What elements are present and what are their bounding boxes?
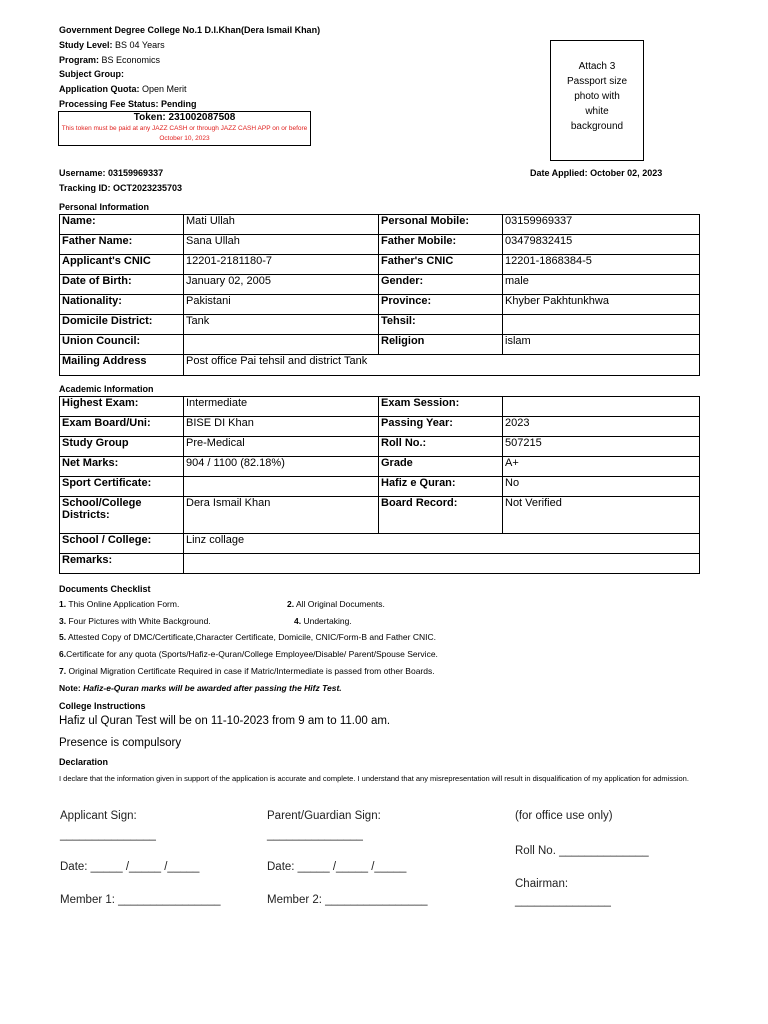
application-quota: Application Quota: Open Merit: [59, 84, 187, 95]
table-row: Nationality: Pakistani Province: Khyber Pakhtunkhwa: [60, 295, 700, 315]
token-box: [58, 111, 311, 146]
token-note: This token must be paid at any JAZZ CASH or through JAZZ CASH APP on or before October 10, 2023: [61, 125, 308, 142]
table-row: Domicile District: Tank Tehsil:: [60, 315, 700, 335]
personal-info-title: Personal Information: [59, 202, 150, 212]
checklist-item: 4. Undertaking.: [294, 616, 352, 626]
date-field-1: Date: _____ /_____ /_____: [60, 861, 200, 873]
checklist-item: 7. Original Migration Certificate Required in case if Matric/Intermediate is passed from other Boards.: [59, 666, 435, 676]
table-row: Highest Exam: Intermediate Exam Session:: [60, 397, 700, 417]
table-row: Date of Birth: January 02, 2005 Gender: male: [60, 275, 700, 295]
office-use-label: (for office use only): [515, 810, 613, 822]
chairman-line: _______________: [515, 895, 611, 907]
table-row: School/College Districts: Dera Ismail Khan Board Record: Not Verified: [60, 497, 700, 534]
table-row: Applicant's CNIC 12201-2181180-7 Father's CNIC 12201-1868384-5: [60, 255, 700, 275]
checklist-title: Documents Checklist: [59, 584, 151, 594]
guardian-sign-line: _______________: [267, 829, 363, 841]
checklist-item: 6.Certificate for any quota (Sports/Hafiz-e-Quran/College Employee/Disable/ Parent/Spouse Service.: [59, 649, 438, 659]
study-level: Study Level: BS 04 Years: [59, 39, 165, 50]
table-row: Study Group Pre-Medical Roll No.: 507215: [60, 437, 700, 457]
personal-info-table: [59, 214, 700, 376]
instruction-line: Hafiz ul Quran Test will be on 11-10-2023 from 9 am to 11.00 am.: [59, 715, 391, 727]
declaration-text: I declare that the information given in support of the application is accurate and complete. I understand that any misrepresentation will result in disqualification of my application for admission.: [59, 774, 689, 783]
table-row: Name: Mati Ullah Personal Mobile: 03159969337: [60, 215, 700, 235]
tracking-id: Tracking ID: OCT2023235703: [59, 183, 183, 193]
program: Program: BS Economics: [59, 54, 161, 65]
chairman-label: Chairman:: [515, 878, 569, 890]
subject-group: Subject Group:: [59, 69, 124, 80]
photo-box: Attach 3 Passport size photo with white background: [550, 40, 644, 161]
member-2-field: Member 2: ________________: [267, 894, 428, 906]
academic-info-table: [59, 396, 700, 574]
applicant-sign-line: _______________: [60, 829, 156, 841]
table-row: Net Marks: 904 / 1100 (82.18%) Grade A+: [60, 457, 700, 477]
table-row: Remarks:: [60, 554, 700, 574]
college-name: Government Degree College No.1 D.I.Khan(Dera Ismail Khan): [59, 25, 321, 35]
table-row: School / College: Linz collage: [60, 534, 700, 554]
checklist-item: 1. This Online Application Form.: [59, 599, 180, 609]
table-row: Sport Certificate: Hafiz e Quran: No: [60, 477, 700, 497]
table-row: Union Council: Religion islam: [60, 335, 700, 355]
table-row: Mailing Address Post office Pai tehsil and district Tank: [60, 355, 700, 376]
header-block: [59, 23, 320, 112]
applicant-sign-label: Applicant Sign:: [60, 810, 137, 822]
table-row: Father Name: Sana Ullah Father Mobile: 03479832415: [60, 235, 700, 255]
date-field-2: Date: _____ /_____ /_____: [267, 861, 407, 873]
table-row: Exam Board/Uni: BISE DI Khan Passing Year: 2023: [60, 417, 700, 437]
checklist-note: Note: Hafiz-e-Quran marks will be awarded after passing the Hifz Test.: [59, 683, 342, 693]
instructions-title: College Instructions: [59, 701, 146, 711]
date-applied: Date Applied: October 02, 2023: [530, 168, 663, 178]
username: Username: 03159969337: [59, 168, 164, 178]
fee-status: Processing Fee Status: Pending: [59, 98, 197, 109]
academic-info-title: Academic Information: [59, 384, 154, 394]
roll-no-field: Roll No. ______________: [515, 845, 649, 857]
instruction-line: Presence is compulsory: [59, 737, 182, 749]
checklist-item: 5. Attested Copy of DMC/Certificate,Character Certificate, Domicile, CNIC/Form-B and Father CNIC.: [59, 632, 436, 642]
guardian-sign-label: Parent/Guardian Sign:: [267, 810, 381, 822]
checklist-item: 2. All Original Documents.: [287, 599, 385, 609]
member-1-field: Member 1: ________________: [60, 894, 221, 906]
checklist-item: 3. Four Pictures with White Background.: [59, 616, 211, 626]
token-number: Token: 231002087508: [133, 112, 236, 123]
declaration-title: Declaration: [59, 757, 109, 767]
